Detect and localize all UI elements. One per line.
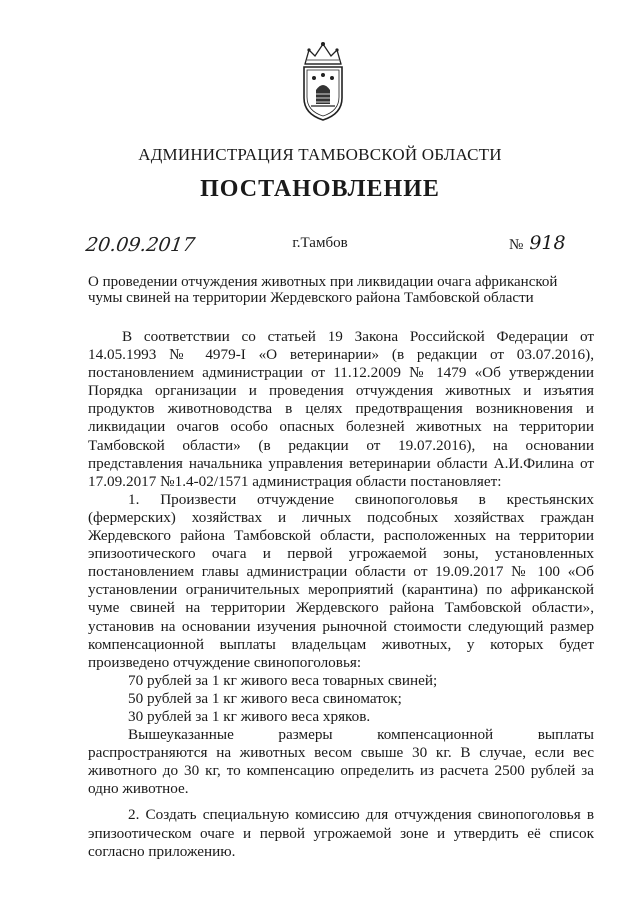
body-line: 2. Создать специальную комиссию для отчуждения свинопоголовья в bbox=[128, 806, 594, 824]
body-line: ликвидации очагов особо опасных болезней животных на территории bbox=[88, 418, 594, 436]
body-line: Жердевского района Тамбовской области, расположенных на территории bbox=[88, 527, 594, 545]
body-line: установив на основании изучения рыночной стоимости следующий размер bbox=[88, 617, 594, 635]
body-line: постановлением администрации от 11.12.2009 № 1479 «Об утверждении bbox=[88, 364, 594, 382]
body-line: согласно приложению. bbox=[88, 842, 236, 860]
document-date: 20.09.2017 bbox=[84, 234, 197, 256]
rate-line: 70 рублей за 1 кг живого веса товарных свиней; bbox=[128, 671, 438, 689]
body-line: В соответствии со статьей 19 Закона Российской Федерации от bbox=[122, 328, 594, 345]
body-line: 14.05.1993 № 4979-I «О ветеринарии» (в редакции от 03.07.2016), bbox=[88, 346, 594, 364]
body-line: 1. Произвести отчуждение свинопоголовья в крестьянских bbox=[128, 490, 594, 508]
body-line: чуме свиней на территории Жердевского района Тамбовской области», bbox=[88, 599, 594, 617]
body-line: Порядка организации и проведения отчуждения животных и изъятия bbox=[88, 382, 594, 400]
rate-line: 30 рублей за 1 кг живого веса хряков. bbox=[128, 707, 371, 725]
document-type: ПОСТАНОВЛЕНИЕ bbox=[200, 176, 440, 202]
body-line: произведено отчуждение свинопоголовья: bbox=[88, 653, 362, 671]
document-city: г.Тамбов bbox=[292, 235, 348, 251]
coat-of-arms-icon bbox=[297, 40, 349, 124]
organization-name: АДМИНИСТРАЦИЯ ТАМБОВСКОЙ ОБЛАСТИ bbox=[138, 145, 502, 164]
body-line: продуктов животноводства в целях предотвращения возникновения и bbox=[88, 400, 594, 418]
body-line: Вышеуказанные размеры компенсационной выплаты bbox=[128, 726, 594, 744]
number-label: № bbox=[509, 237, 524, 253]
body-line: установлении ограничительных мероприятий (карантина) по африканской bbox=[88, 581, 594, 599]
number-value: 918 bbox=[529, 232, 566, 254]
body-line: эпизоотического очага и первой угрожаемой зоны, установленных bbox=[88, 545, 594, 563]
body-line: одно животное. bbox=[88, 780, 189, 798]
subject-line: чумы свиней на территории Жердевского района Тамбовской области bbox=[88, 290, 534, 306]
subject-line: О проведении отчуждения животных при ликвидации очага африканской bbox=[88, 274, 558, 290]
body-line: животного до 30 кг, то компенсацию определить из расчета 2500 рублей за bbox=[88, 762, 594, 780]
body-line: представления начальника управления ветеринарии области А.И.Филина от bbox=[88, 454, 594, 472]
document-number bbox=[509, 232, 566, 254]
body-line: (фермерских) хозяйствах и личных подсобных хозяйствах граждан bbox=[88, 508, 594, 526]
document-subject bbox=[88, 274, 558, 306]
body-line: распространяются на животных весом свыше 30 кг. В случае, если вес bbox=[88, 744, 594, 762]
body-line: Тамбовской области» (в редакции от 19.07.2016), на основании bbox=[88, 436, 594, 454]
document-body bbox=[88, 328, 594, 861]
rate-line: 50 рублей за 1 кг живого веса свиноматок; bbox=[128, 689, 402, 707]
body-line: постановлением главы администрации области от 19.09.2017 № 100 «Об bbox=[88, 563, 594, 581]
body-line: 17.09.2017 №1.4-02/1571 администрация области постановляет: bbox=[88, 472, 502, 490]
body-line: компенсационной выплаты владельцам животных, у которых будет bbox=[88, 635, 594, 653]
body-line: эпизоотическом очаге и первой угрожаемой зоне и утвердить её список bbox=[88, 824, 594, 842]
